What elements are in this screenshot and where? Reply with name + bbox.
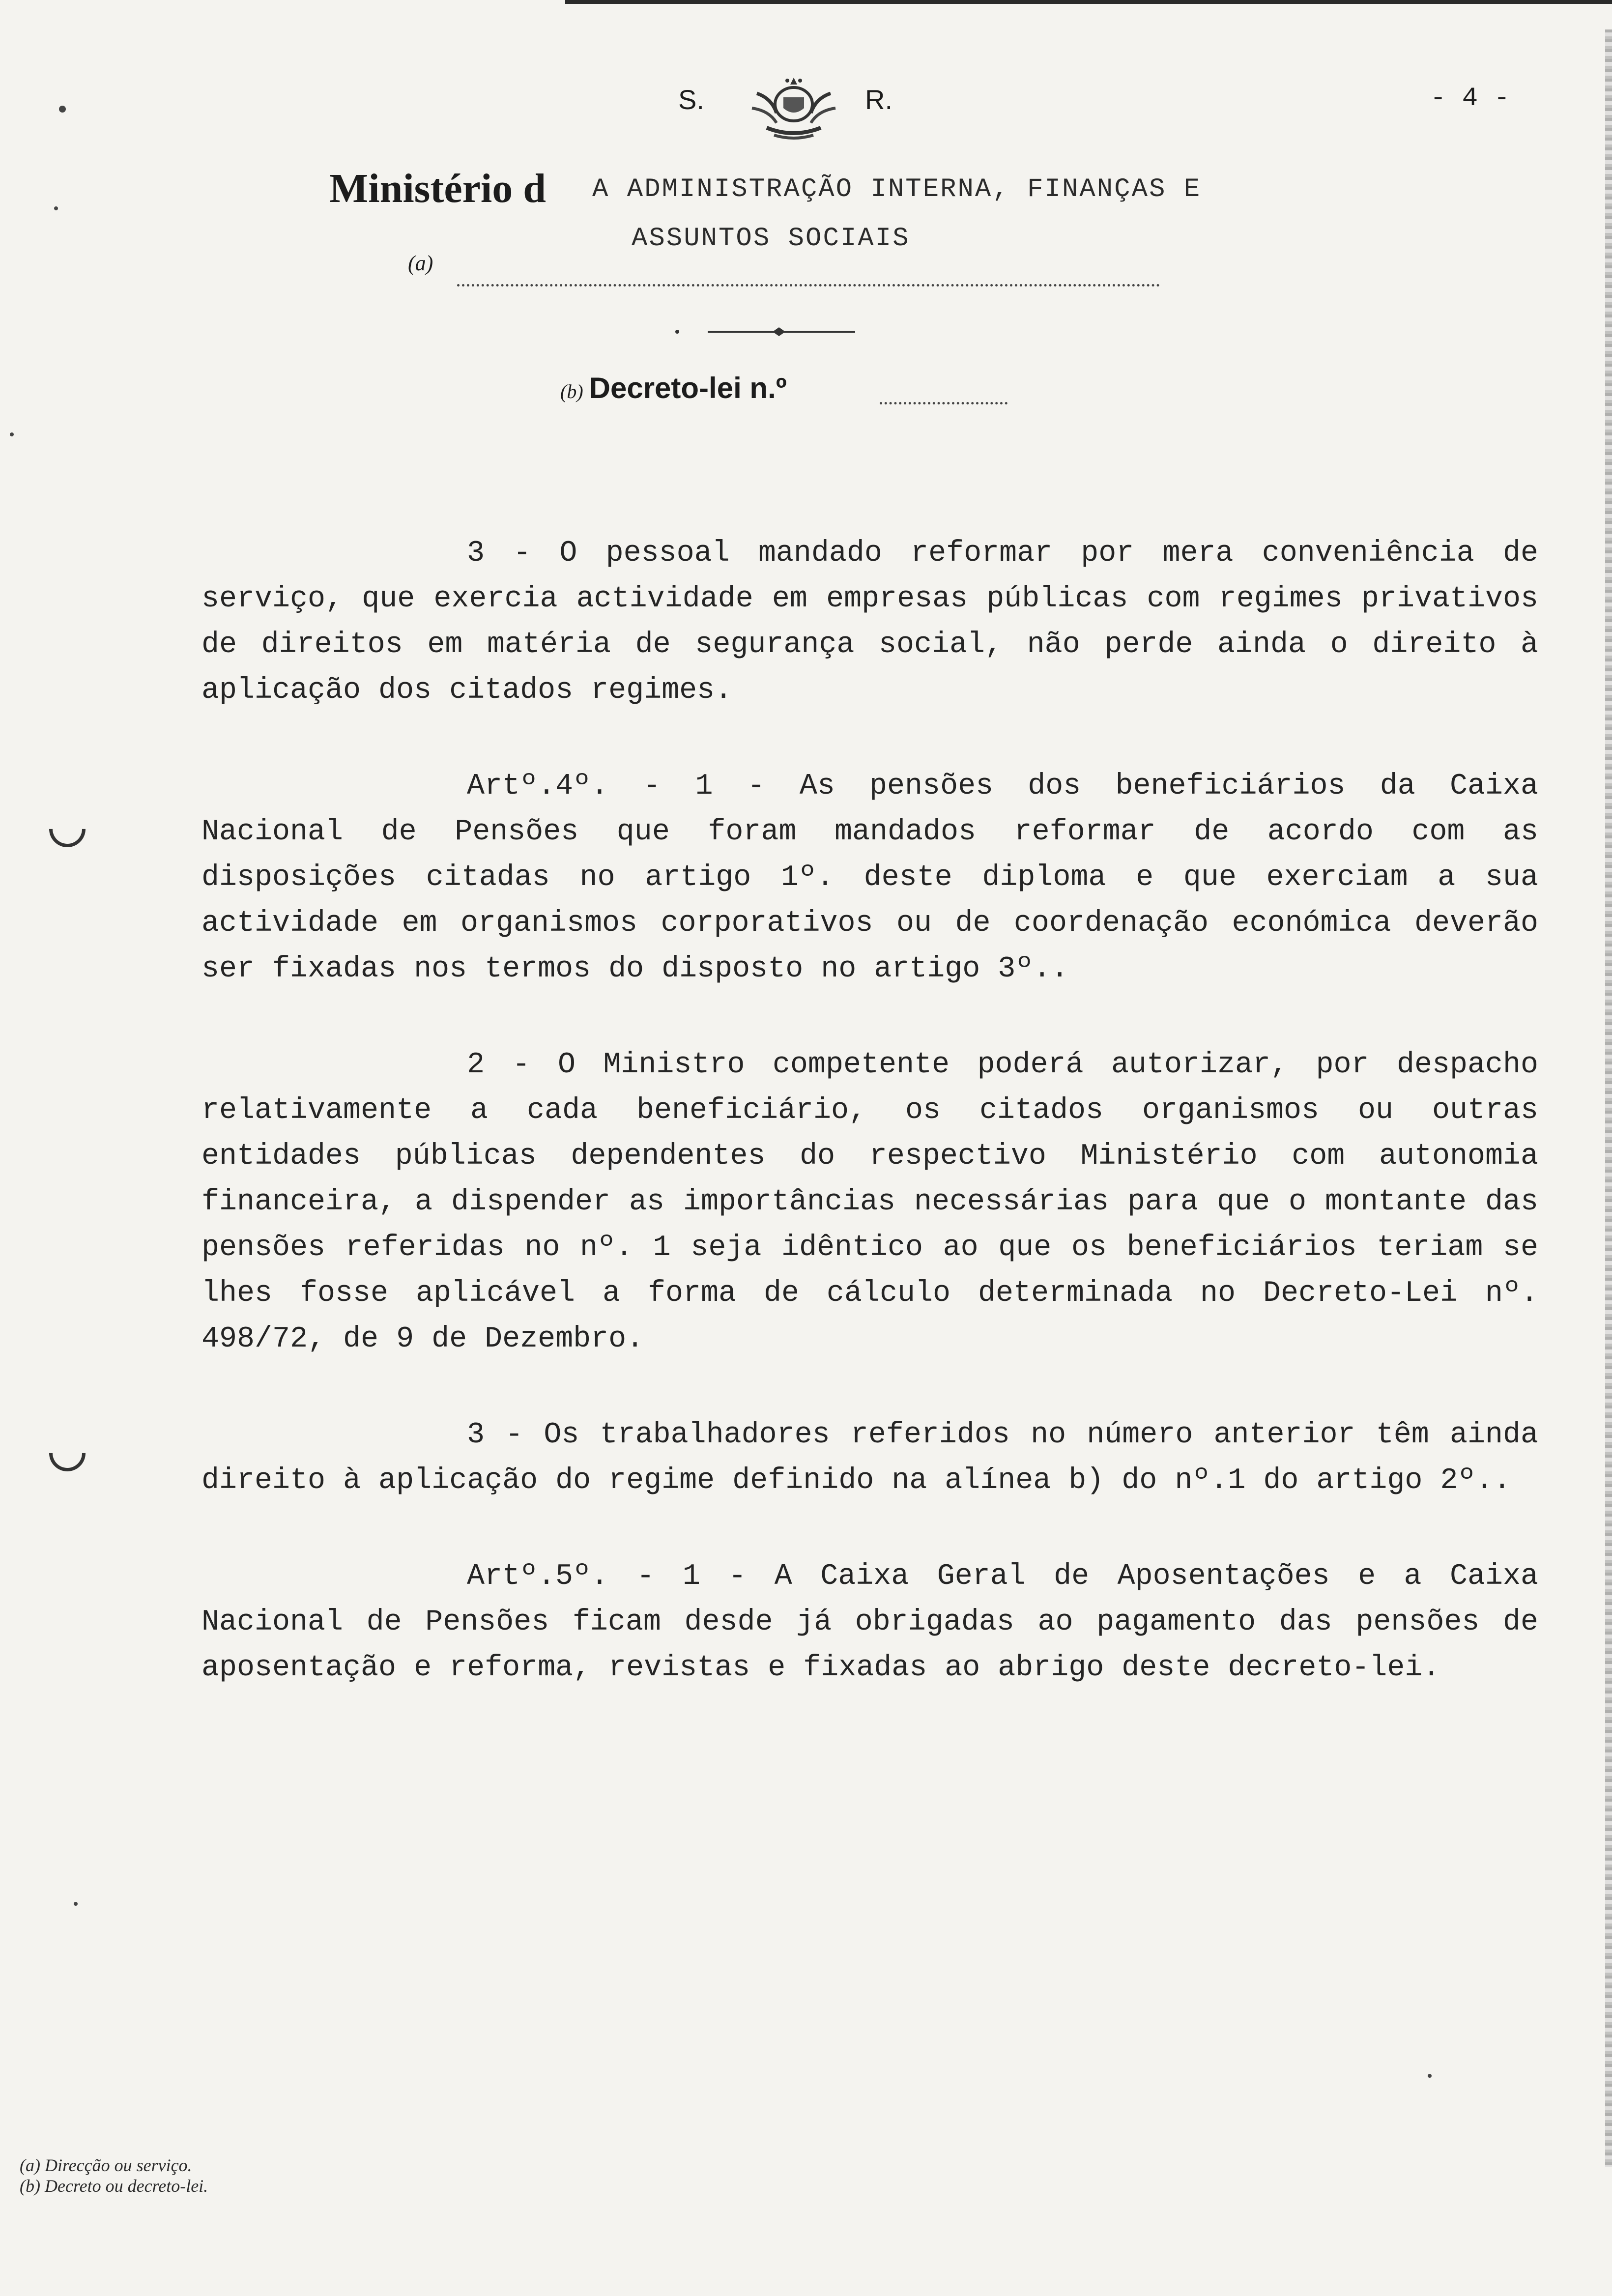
- ornamental-divider: [673, 324, 870, 339]
- scan-speck: [1428, 2074, 1432, 2078]
- scan-speck: [10, 432, 14, 436]
- ministry-name-line-2: ASSUNTOS SOCIAIS: [632, 224, 910, 254]
- letterhead-seal: [673, 74, 919, 143]
- footnote-a: [20, 2155, 208, 2176]
- paragraph-art4-n1: Artº.4º. - 1 - As pensões dos beneficiários da Caixa Nacional de Pensões que foram mandados reformar de acordo com as disposições citadas no artigo 1º. deste diploma e que exerciam a sua actividade em organismos corporativos ou de coordenação económica deverão ser fixadas nos termos do disposto no artigo 3º..: [202, 770, 1538, 986]
- scan-top-edge: [565, 0, 1612, 4]
- seal-letter-left: S.: [678, 84, 704, 115]
- paragraph-art5-n1: Artº.5º. - 1 - A Caixa Geral de Aposentações e a Caixa Nacional de Pensões ficam desde já obrigadas ao pagamento das pensões de aposentação e reforma, revistas e fixadas ao abrigo deste decreto-lei.: [202, 1560, 1538, 1685]
- ministry-label: Ministério d: [329, 166, 546, 211]
- decree-heading: [560, 371, 787, 405]
- paragraph-art4-n3: 3 - Os trabalhadores referidos no número anterior têm ainda direito à aplicação do regime definido na alínea b) do nº.1 do artigo 2º..: [202, 1418, 1538, 1497]
- field-a-dotted-line: [457, 284, 1160, 287]
- scan-speck: [54, 206, 58, 210]
- footnotes: [20, 2155, 208, 2196]
- field-b-marker: (b): [560, 380, 583, 402]
- coat-of-arms-icon: [742, 74, 845, 143]
- page-number: - 4 -: [1430, 84, 1510, 114]
- footnote-marker: (b): [20, 2176, 40, 2196]
- decree-label: Decreto-lei n.º: [589, 372, 787, 404]
- paragraph-art3-n3: 3 - O pessoal mandado reformar por mera conveniência de serviço, que exercia actividade em empresas públicas com regimes privativos de direitos em matéria de segurança social, não perde ainda o direito à aplicação dos citados regimes.: [202, 537, 1538, 707]
- field-b-dotted-line: [880, 402, 1008, 404]
- scan-right-edge: [1605, 29, 1612, 2167]
- footnote-text: Decreto ou decreto-lei.: [44, 2176, 208, 2196]
- ministry-name-line-1: A ADMINISTRAÇÃO INTERNA, FINANÇAS E: [592, 174, 1202, 204]
- paragraph-art4-n2: 2 - O Ministro competente poderá autorizar, por despacho relativamente a cada beneficiário, os citados organismos ou outras entidades públicas dependentes do respectivo Ministério com autonomia financeira, a dispender as importâncias necessárias para que o montante das pensões referidas no nº. 1 seja idêntico ao que os beneficiários teriam se lhes fosse aplicável a forma de cálculo determinada no Decreto-Lei nº. 498/72, de 9 de Dezembro.: [202, 1048, 1538, 1356]
- footnote-b: [20, 2176, 208, 2196]
- punch-hole-mark: [42, 1428, 93, 1479]
- footnote-marker: (a): [20, 2155, 40, 2175]
- decree-body: [202, 531, 1538, 1741]
- seal-letter-right: R.: [865, 84, 892, 115]
- punch-hole-mark: [42, 804, 93, 855]
- field-a-marker: (a): [408, 251, 433, 275]
- footnote-text: Direcção ou serviço.: [44, 2155, 192, 2175]
- scan-speck: [74, 1902, 78, 1906]
- scan-speck: [59, 106, 66, 113]
